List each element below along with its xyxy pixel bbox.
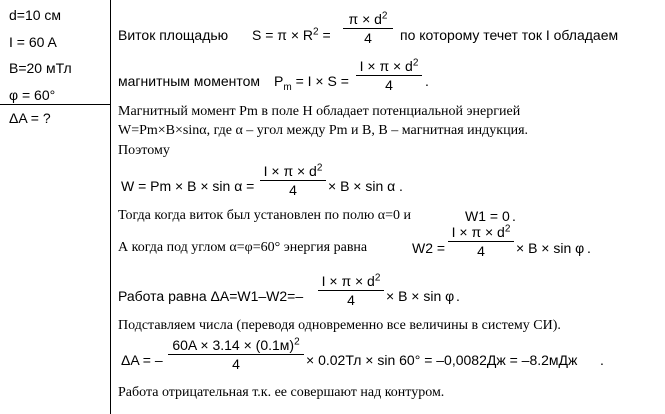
given-angle: φ = 60° bbox=[9, 87, 56, 103]
area-exp: 2 bbox=[313, 26, 319, 38]
energy-dot: . bbox=[399, 178, 403, 194]
moment-frac-num: I × π × d bbox=[359, 58, 413, 74]
work-right: × B × sin φ bbox=[386, 288, 455, 304]
paragraph-line1: Магнитный момент Pm в поле H обладает потенциальной энергией bbox=[118, 104, 521, 119]
area-eq: = bbox=[322, 27, 331, 43]
moment-symbol: P bbox=[274, 73, 284, 89]
work-dot: . bbox=[456, 288, 460, 304]
w2-dot: . bbox=[587, 240, 591, 256]
vertical-divider bbox=[110, 0, 111, 414]
area-frac-exp: 2 bbox=[381, 10, 388, 22]
given-current: I = 60 A bbox=[9, 34, 57, 50]
line1-text2: по которому течет ток I обладаем bbox=[400, 27, 619, 43]
w2-label: W2 = bbox=[412, 240, 446, 256]
w2-right: × B × sin φ bbox=[516, 240, 585, 256]
line1-formula bbox=[252, 28, 331, 42]
numeric-fraction bbox=[168, 338, 304, 371]
paragraph-line3: Поэтому bbox=[118, 143, 170, 158]
moment-dot: . bbox=[425, 73, 429, 89]
w2-frac-exp: 2 bbox=[504, 223, 511, 235]
w1-formula: W1 = 0 bbox=[465, 208, 510, 224]
work-frac-num: I × π × d bbox=[321, 273, 375, 289]
moment-sub: m bbox=[283, 81, 292, 93]
energy-formula-left: W = Pm × B × sin α = bbox=[121, 178, 255, 194]
area-fraction bbox=[343, 12, 393, 45]
given-d: d=10 см bbox=[9, 7, 62, 23]
area-formula: S = π × R bbox=[252, 27, 314, 43]
line2-text: магнитным моментом bbox=[118, 73, 261, 89]
given-divider bbox=[0, 104, 110, 105]
line1-text: Виток площадью bbox=[118, 27, 229, 43]
line5-text: Работа равна ΔA=W1–W2=– bbox=[118, 288, 304, 304]
area-frac-num: π × d bbox=[348, 11, 382, 27]
line6-text: Подставляем числа (переводя одновременно все величины в систему СИ). bbox=[118, 318, 561, 333]
moment-frac-exp: 2 bbox=[412, 57, 419, 69]
find-work: ΔA = ? bbox=[9, 110, 51, 126]
energy-fraction bbox=[260, 164, 326, 197]
line4-text: А когда под углом α=φ=60° энергия равна bbox=[118, 240, 368, 255]
line3-text: Тогда когда виток был установлен по полю α=0 и bbox=[118, 208, 412, 223]
energy-frac-den: 4 bbox=[289, 182, 297, 198]
w2-frac-den: 4 bbox=[477, 243, 485, 259]
w2-frac-num: I × π × d bbox=[451, 224, 505, 240]
energy-frac-num: I × π × d bbox=[263, 163, 317, 179]
energy-formula-right: × B × sin α bbox=[328, 178, 396, 194]
moment-formula bbox=[274, 73, 349, 93]
moment-frac-den: 4 bbox=[385, 77, 393, 93]
energy-frac-exp: 2 bbox=[316, 162, 323, 174]
work-frac-den: 4 bbox=[347, 292, 355, 308]
numeric-left: ΔA = – bbox=[121, 352, 163, 368]
numeric-frac-exp: 2 bbox=[294, 336, 300, 348]
given-induction: B=20 мТл bbox=[9, 60, 72, 76]
paragraph-line2: W=Pm×B×sinα, где α – угол между Pm и B, B – магнитная индукция. bbox=[118, 123, 529, 138]
numeric-frac-num: 60A × 3.14 × (0.1м) bbox=[172, 337, 295, 353]
area-frac-den: 4 bbox=[364, 30, 372, 46]
numeric-frac-den: 4 bbox=[232, 356, 240, 372]
moment-fraction bbox=[356, 59, 422, 92]
numeric-right: × 0.02Тл × sin 60° = –0,0082Дж = –8.2мДж bbox=[306, 352, 578, 368]
work-frac-exp: 2 bbox=[374, 272, 381, 284]
numeric-dot: . bbox=[600, 352, 604, 368]
w1-dot: . bbox=[512, 208, 516, 224]
line7-text: Работа отрицательная т.к. ее совершают над контуром. bbox=[118, 385, 445, 400]
work-fraction bbox=[318, 274, 384, 307]
moment-eq: = I × S = bbox=[295, 73, 349, 89]
w2-fraction bbox=[448, 225, 514, 258]
